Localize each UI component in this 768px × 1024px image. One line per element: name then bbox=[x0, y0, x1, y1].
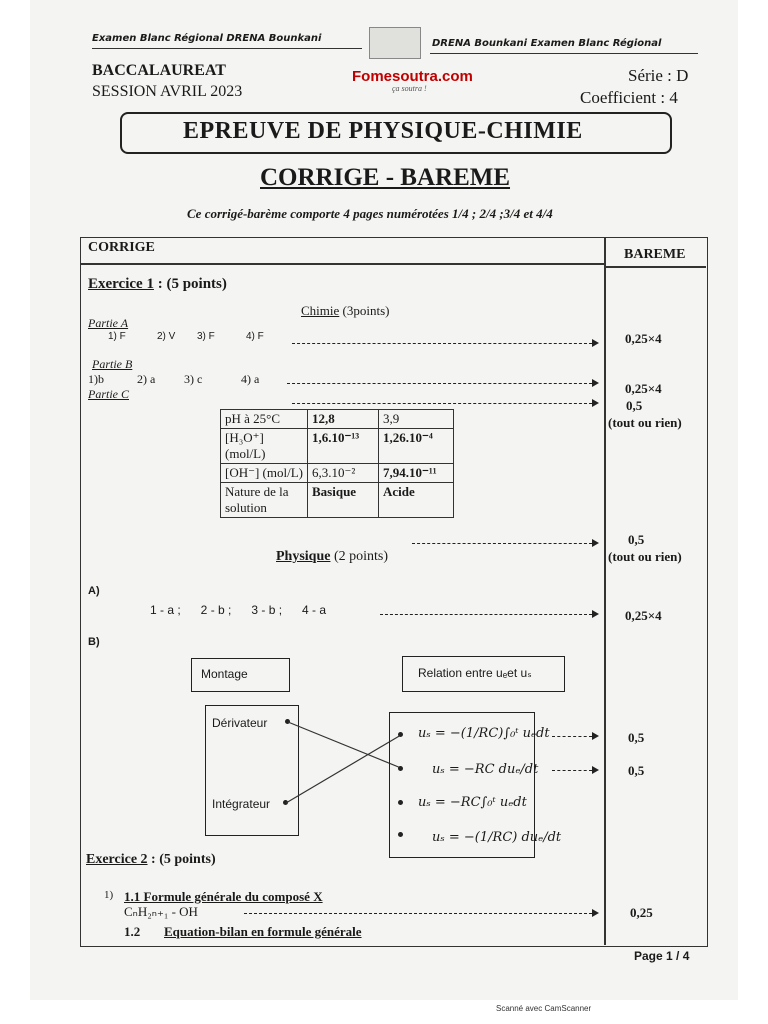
table-cell: [OH⁻] (mol/L) bbox=[221, 464, 308, 483]
exam-name: BACCALAUREAT bbox=[92, 62, 226, 79]
bareme-c-note: (tout ou rien) bbox=[608, 415, 682, 430]
partie-b-answer: 2) a bbox=[137, 372, 156, 386]
partie-b-answer: 1)b bbox=[88, 372, 104, 386]
relation-2: uₛ = −RC duₑ/dt bbox=[432, 762, 539, 777]
relation-dot bbox=[398, 732, 403, 737]
column-bareme: BAREME bbox=[624, 247, 686, 262]
page-note: Ce corrigé-barème comporte 4 pages numérotées 1/4 ; 2/4 ;3/4 et 4/4 bbox=[187, 206, 553, 221]
table-cell: pH à 25°C bbox=[221, 410, 308, 429]
part-a-label: A) bbox=[88, 585, 100, 597]
partie-a-answer: 2) V bbox=[157, 331, 176, 342]
bareme-table-note: (tout ou rien) bbox=[608, 549, 682, 564]
table-cell: Acide bbox=[379, 483, 454, 518]
bareme-b: 0,25×4 bbox=[625, 381, 662, 396]
physique-a-answers: 1 - a ; 2 - b ; 3 - b ; 4 - a bbox=[150, 603, 327, 617]
bareme-a: 0,25×4 bbox=[625, 331, 662, 346]
q1-2-heading: Equation-bilan en formule générale bbox=[164, 924, 362, 939]
bareme-r2: 0,5 bbox=[628, 763, 645, 778]
table-cell: 1,26.10⁻⁴ bbox=[379, 429, 454, 464]
scanner-watermark: Scanné avec CamScanner bbox=[496, 1004, 592, 1013]
page-subtitle: CORRIGE - BAREME bbox=[260, 164, 511, 191]
part-b-label: B) bbox=[88, 636, 100, 648]
page-number: Page 1 / 4 bbox=[634, 949, 690, 963]
montage-label: Montage bbox=[201, 667, 248, 681]
table-cell: 12,8 bbox=[308, 410, 379, 429]
table-cell: Nature de la solution bbox=[221, 483, 308, 518]
bareme-f: 0,25 bbox=[630, 905, 653, 920]
relation-3: uₛ = −RC∫₀ᵗ uₑdt bbox=[418, 795, 527, 810]
chimie-heading: Chimie (3points) bbox=[301, 303, 390, 318]
arrow-icon bbox=[592, 766, 599, 774]
partie-a-answer: 3) F bbox=[197, 331, 215, 342]
q1-number: 1) bbox=[104, 889, 114, 901]
header-left-handwritten: Examen Blanc Régional DRENA Bounkani bbox=[92, 33, 322, 44]
partie-b-answer: 3) c bbox=[184, 372, 203, 386]
partie-b-answer: 4) a bbox=[241, 372, 260, 386]
q1-2-number: 1.2 bbox=[124, 924, 141, 939]
table-cell: [H₃O⁺] (mol/L) bbox=[221, 429, 308, 464]
leader-line-f bbox=[244, 913, 592, 914]
partie-a-answer: 4) F bbox=[246, 331, 264, 342]
arrow-icon bbox=[592, 732, 599, 740]
leader-line-r2 bbox=[552, 770, 592, 771]
bareme-r1: 0,5 bbox=[628, 730, 645, 745]
relation-dot bbox=[398, 800, 403, 805]
partie-b-label: Partie B bbox=[92, 357, 133, 371]
table-cell: 3,9 bbox=[379, 410, 454, 429]
relation-4: uₛ = −(1/RC) duₑ/dt bbox=[432, 830, 562, 845]
site-logo: Fomesoutra.com bbox=[352, 68, 473, 85]
partie-a-label: Partie A bbox=[88, 316, 129, 330]
q1-1-heading: 1.1 Formule générale du composé X bbox=[124, 889, 323, 904]
arrow-icon bbox=[592, 909, 599, 917]
integrateur-label: Intégrateur bbox=[212, 797, 271, 811]
bareme-c: 0,5 bbox=[626, 398, 643, 413]
partie-c-label: Partie C bbox=[88, 387, 129, 401]
relation-dot bbox=[398, 832, 403, 837]
relation-1: uₛ = −(1/RC)∫₀ᵗ uₑdt bbox=[418, 726, 550, 741]
column-corrige: CORRIGE bbox=[88, 240, 155, 255]
bareme-table: 0,5 bbox=[628, 532, 645, 547]
relation-dot bbox=[398, 766, 403, 771]
derivateur-label: Dérivateur bbox=[212, 716, 268, 730]
session: SESSION AVRIL 2023 bbox=[92, 83, 243, 100]
site-tagline: ça soutra ! bbox=[392, 84, 427, 93]
ex2-heading: Exercice 2 : (5 points) bbox=[86, 852, 216, 867]
table-cell: 6,3.10⁻² bbox=[308, 464, 379, 483]
table-cell: 7,94.10⁻¹¹ bbox=[379, 464, 454, 483]
header-right-handwritten: DRENA Bounkani Examen Blanc Régional bbox=[432, 38, 662, 49]
table-cell: Basique bbox=[308, 483, 379, 518]
general-formula: CₙH₂ₙ₊₁ - OH bbox=[124, 904, 198, 919]
physique-heading: Physique (2 points) bbox=[276, 549, 389, 564]
relation-label: Relation entre uₑet uₛ bbox=[418, 666, 532, 680]
leader-line-r1 bbox=[552, 736, 592, 737]
ex1-heading: Exercice 1 : (5 points) bbox=[88, 276, 227, 292]
partie-a-answer: 1) F bbox=[108, 331, 126, 342]
page-title: EPREUVE DE PHYSIQUE-CHIMIE bbox=[183, 118, 583, 144]
serie: Série : D bbox=[628, 66, 689, 85]
coefficient: Coefficient : 4 bbox=[580, 88, 678, 107]
table-cell: 1,6.10⁻¹³ bbox=[308, 429, 379, 464]
bareme-pa: 0,25×4 bbox=[625, 608, 662, 623]
